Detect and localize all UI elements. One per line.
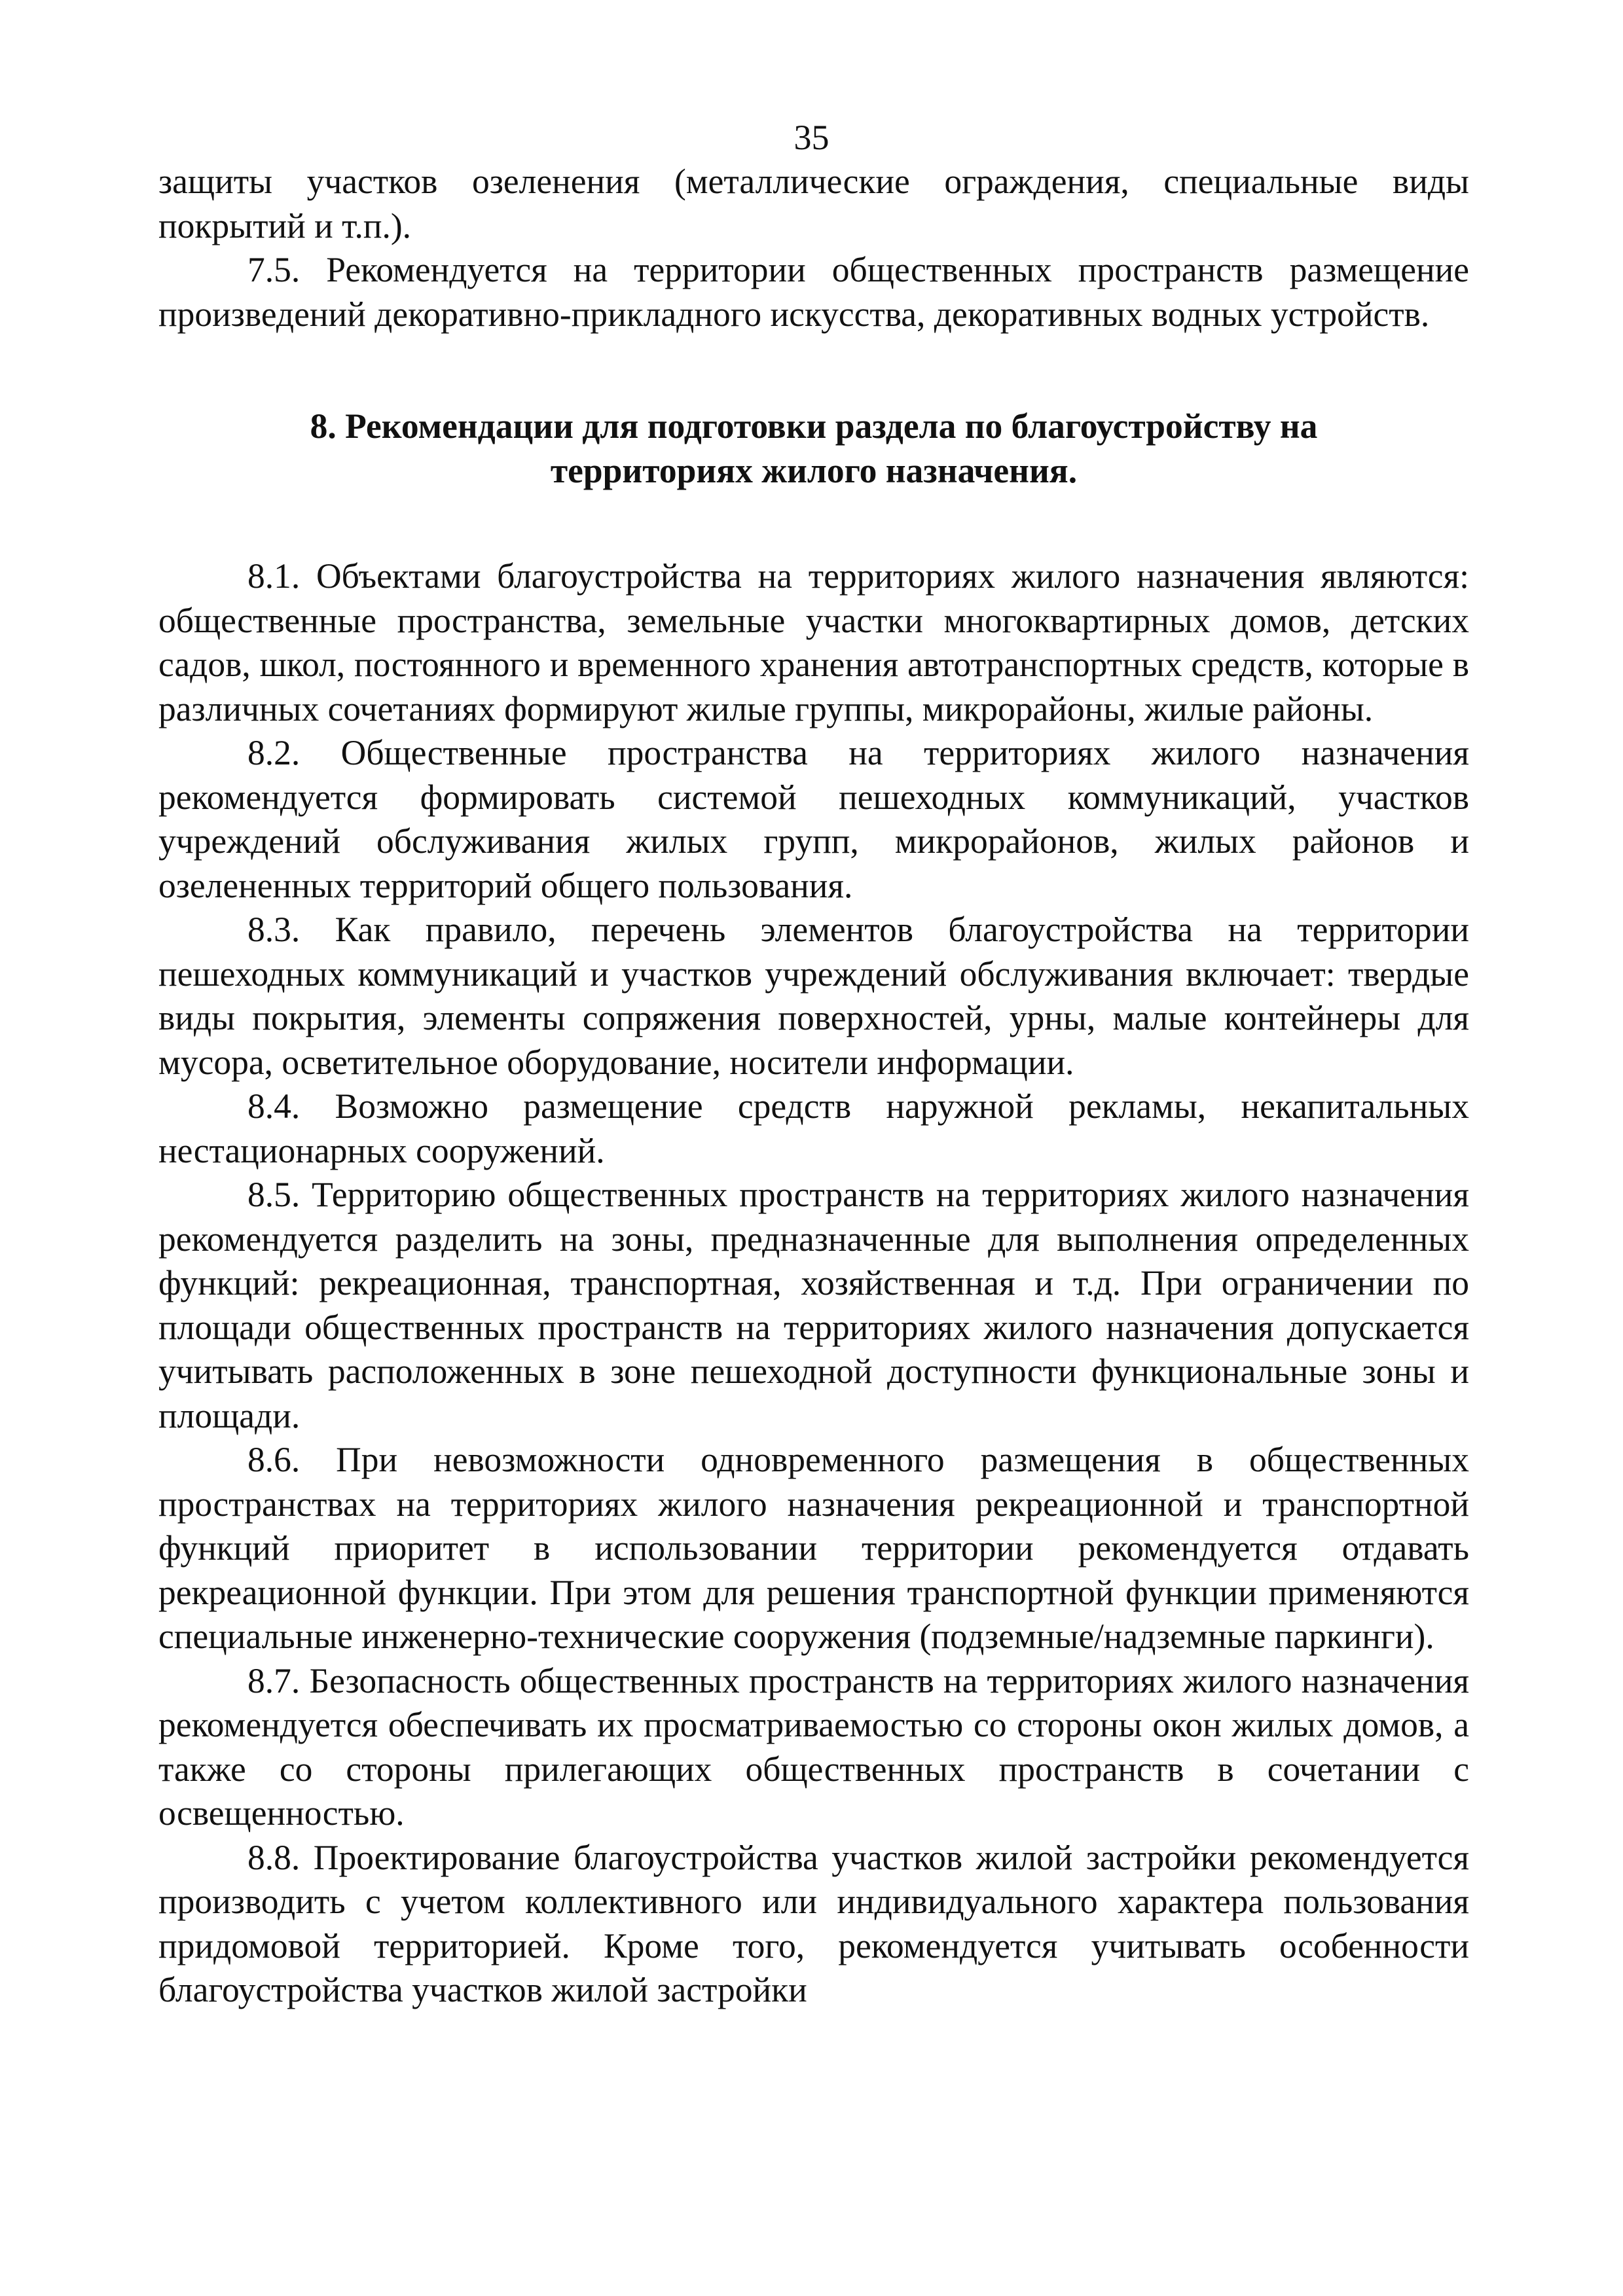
paragraph-8-4: 8.4. Возможно размещение средств наружной рекламы, некапитальных нестационарных сооружений. xyxy=(158,1086,1469,1170)
paragraph-8-2: 8.2. Общественные пространства на территориях жилого назначения рекомендуется формировать системой пешеходных коммуникаций, участков учреждений обслуживания жилых групп, микрорайонов, жилых районов и озелененных территорий общего пользования. xyxy=(158,733,1469,905)
section-heading-line-1: 8. Рекомендации для подготовки раздела по благоустройству на xyxy=(310,406,1318,446)
continuation-paragraph: защиты участков озеленения (металлические ограждения, специальные виды покрытий и т.п.). xyxy=(158,162,1469,245)
paragraph-8-5: 8.5. Территорию общественных пространств на территориях жилого назначения рекомендуется разделить на зоны, предназначенные для выполнения определенных функций: рекреационная, транспортная, хозяйственная и т.д. При ограничении по площади общественных пространств на территориях жилого назначения допускается учитывать расположенных в зоне пешеходной доступности функциональные зоны и площади. xyxy=(158,1175,1469,1435)
paragraph-8-6: 8.6. При невозможности одновременного размещения в общественных пространствах на территориях жилого назначения рекреационной и транспортной функций приоритет в использовании территории рекомендуется отдавать рекреационной функции. При этом для решения транспортной функции применяются специальные инженерно-технические сооружения (подземные/надземные паркинги). xyxy=(158,1440,1469,1656)
paragraph-8-7: 8.7. Безопасность общественных пространств на территориях жилого назначения рекомендуется обеспечивать их просматриваемостью со стороны окон жилых домов, а также со стороны прилегающих общественных пространств в сочетании с освещенностью. xyxy=(158,1660,1469,1833)
section-heading xyxy=(158,404,1469,493)
paragraph-8-8: 8.8. Проектирование благоустройства участков жилой застройки рекомендуется производить с учетом коллективного или индивидуального характера пользования придомовой территорией. Кроме того, рекомендуется учитывать особенности благоустройства участков жилой застройки xyxy=(158,1837,1469,2009)
document-body xyxy=(158,160,1469,2013)
section-heading-line-2: территориях жилого назначения. xyxy=(550,450,1078,490)
paragraph-7-5: 7.5. Рекомендуется на территории общественных пространств размещение произведений декоративно-прикладного искусства, декоративных водных устройств. xyxy=(158,250,1469,334)
paragraph-8-1: 8.1. Объектами благоустройства на территориях жилого назначения являются: общественные пространства, земельные участки многоквартирных домов, детских садов, школ, постоянного и временного хранения автотранспортных средств, которые в различных сочетаниях формируют жилые группы, микрорайоны, жилые районы. xyxy=(158,556,1469,728)
paragraph-8-3: 8.3. Как правило, перечень элементов благоустройства на территории пешеходных коммуникаций и участков учреждений обслуживания включает: твердые виды покрытия, элементы сопряжения поверхностей, урны, малые контейнеры для мусора, осветительное оборудование, носители информации. xyxy=(158,910,1469,1082)
page-number: 35 xyxy=(793,118,830,157)
